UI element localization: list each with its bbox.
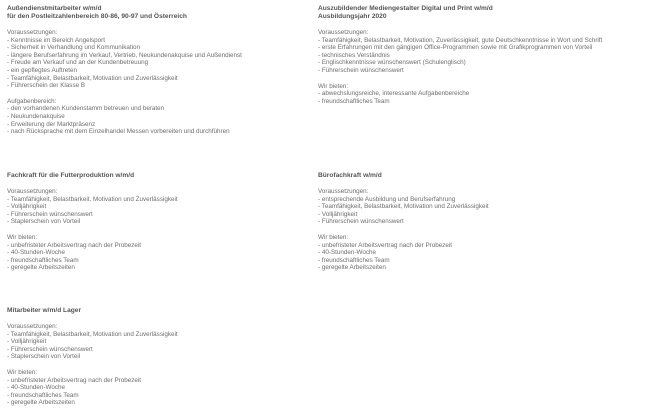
- spacer: [7, 315, 178, 323]
- list-item: - Teamfähigkeit, Belastbarkeit, Motivation und Zuverlässigkeit: [7, 330, 178, 338]
- list-item: - freundschaftliches Team: [7, 391, 79, 399]
- job-listing-office-clerk: [318, 172, 489, 272]
- list-item: - Führerschein der Klasse B: [7, 82, 86, 90]
- spacer: [318, 226, 489, 234]
- list-item: - freundschaftliches Team: [318, 256, 390, 264]
- section-heading: Aufgabenbereich:: [7, 97, 57, 105]
- section-heading: Voraussetzungen:: [318, 29, 369, 36]
- spacer: [318, 21, 602, 29]
- spacer: [7, 361, 178, 369]
- spacer: [318, 75, 602, 83]
- list-item: - Erweiterung der Marktpräsenz: [7, 120, 96, 128]
- list-item: - entsprechende Ausbildung und Berufserfahrung: [318, 195, 456, 203]
- list-item: - unbefristeter Arbeitsvertrag nach der Probezeit: [7, 241, 142, 249]
- list-item: - Teamfähigkeit, Belastbarkeit, Motivation und Zuverlässigkeit: [318, 203, 489, 211]
- list-item: - erste Erfahrungen mit den gängigen Office-Programmen sowie mit Grafikprogrammen von Vorteil: [318, 44, 593, 52]
- section-heading: Wir bieten:: [7, 368, 38, 376]
- job-listing-feed-production: [7, 172, 178, 272]
- list-item: - Englischkenntnisse wünschenswert (Schulenglisch): [318, 59, 466, 67]
- list-item: - unbefristeter Arbeitsvertrag nach der Probezeit: [318, 241, 453, 249]
- section-heading: Voraussetzungen:: [7, 29, 58, 36]
- list-item: - Sicherheit in Verhandlung und Kommunikation: [7, 44, 141, 52]
- list-item: - unbefristeter Arbeitsvertrag nach der Probezeit: [7, 376, 142, 384]
- list-item: - Teamfähigkeit, Belastbarkeit, Motivation, Zuverlässigkeit, gute Deutschkenntnisse in Wort und Schrift: [318, 36, 603, 44]
- job-title: Auszubildender Mediengestalter Digital und Print w/m/d: [318, 5, 493, 12]
- list-item: - freundschaftliches Team: [318, 97, 390, 105]
- list-item: - technisches Verständnis: [318, 51, 390, 59]
- job-title: Außendienstmitarbeiter w/m/d: [7, 5, 102, 12]
- list-item: - geregelte Arbeitszeiten: [7, 399, 75, 407]
- section-heading: Wir bieten:: [318, 233, 349, 241]
- job-title: Fachkraft für die Futterproduktion w/m/d: [7, 172, 135, 179]
- spacer: [7, 226, 178, 234]
- list-item: - nach Rücksprache mit dem Einzelhandel Messen vorbereiten und durchführen: [7, 128, 230, 136]
- list-item: - geregelte Arbeitszeiten: [7, 264, 75, 272]
- list-item: - Teamfähigkeit, Belastbarkeit, Motivation und Zuverlässigkeit: [7, 74, 178, 82]
- list-item: - Staplerschein von Vorteil: [7, 353, 81, 361]
- list-item: - freundschaftliches Team: [7, 256, 79, 264]
- list-item: - Führerschein wünschenswert: [318, 218, 404, 226]
- job-title: Bürofachkraft w/m/d: [318, 172, 382, 179]
- list-item: - Neukundenakquise: [7, 112, 65, 120]
- list-item: - Teamfähigkeit, Belastbarkeit, Motivation und Zuverlässigkeit: [7, 195, 178, 203]
- list-item: - 40-Stunden-Woche: [7, 249, 65, 257]
- spacer: [7, 180, 178, 188]
- list-item: - Führerschein wünschenswert: [318, 66, 404, 74]
- section-heading: Wir bieten:: [318, 82, 349, 90]
- list-item: - Führerschein wünschenswert: [7, 345, 93, 353]
- job-listing-field-sales: [7, 5, 242, 136]
- section-heading: Voraussetzungen:: [7, 188, 58, 195]
- list-item: - Volljährigkeit: [7, 203, 47, 211]
- spacer: [7, 21, 242, 29]
- list-item: - geregelte Arbeitszeiten: [318, 264, 386, 272]
- list-item: - Volljährigkeit: [7, 338, 47, 346]
- job-subtitle: Ausbildungsjahr 2020: [318, 13, 387, 20]
- job-listing-warehouse: [7, 307, 178, 407]
- list-item: - Führerschein wünschenswert: [7, 210, 93, 218]
- list-item: - den vorhandenen Kundenstamm betreuen und beraten: [7, 105, 165, 113]
- list-item: - längere Berufserfahrung im Verkauf, Vertrieb, Neukundenakquise und Außendienst: [7, 51, 242, 59]
- list-item: - ein gepflegtes Auftreten: [7, 66, 78, 74]
- section-heading: Voraussetzungen:: [318, 188, 369, 195]
- section-heading: Wir bieten:: [7, 233, 38, 241]
- job-listing-media-designer-trainee: [318, 5, 602, 105]
- job-title: Mitarbeiter w/m/d Lager: [7, 307, 82, 314]
- list-item: - 40-Stunden-Woche: [318, 249, 376, 257]
- list-item: - abwechslungsreiche, interessante Aufgabenbereiche: [318, 90, 470, 98]
- section-heading: Voraussetzungen:: [7, 323, 58, 330]
- spacer: [318, 180, 489, 188]
- list-item: - Freude am Verkauf und an der Kundenbetreuung: [7, 59, 149, 67]
- list-item: - Kenntnisse im Bereich Angelsport: [7, 36, 106, 44]
- list-item: - Volljährigkeit: [318, 210, 358, 218]
- list-item: - Staplerschein von Vorteil: [7, 218, 81, 226]
- job-subtitle: für den Postleitzahlenbereich 80-86, 90-97 und Österreich: [7, 13, 187, 20]
- list-item: - 40-Stunden-Woche: [7, 384, 65, 392]
- spacer: [7, 90, 242, 98]
